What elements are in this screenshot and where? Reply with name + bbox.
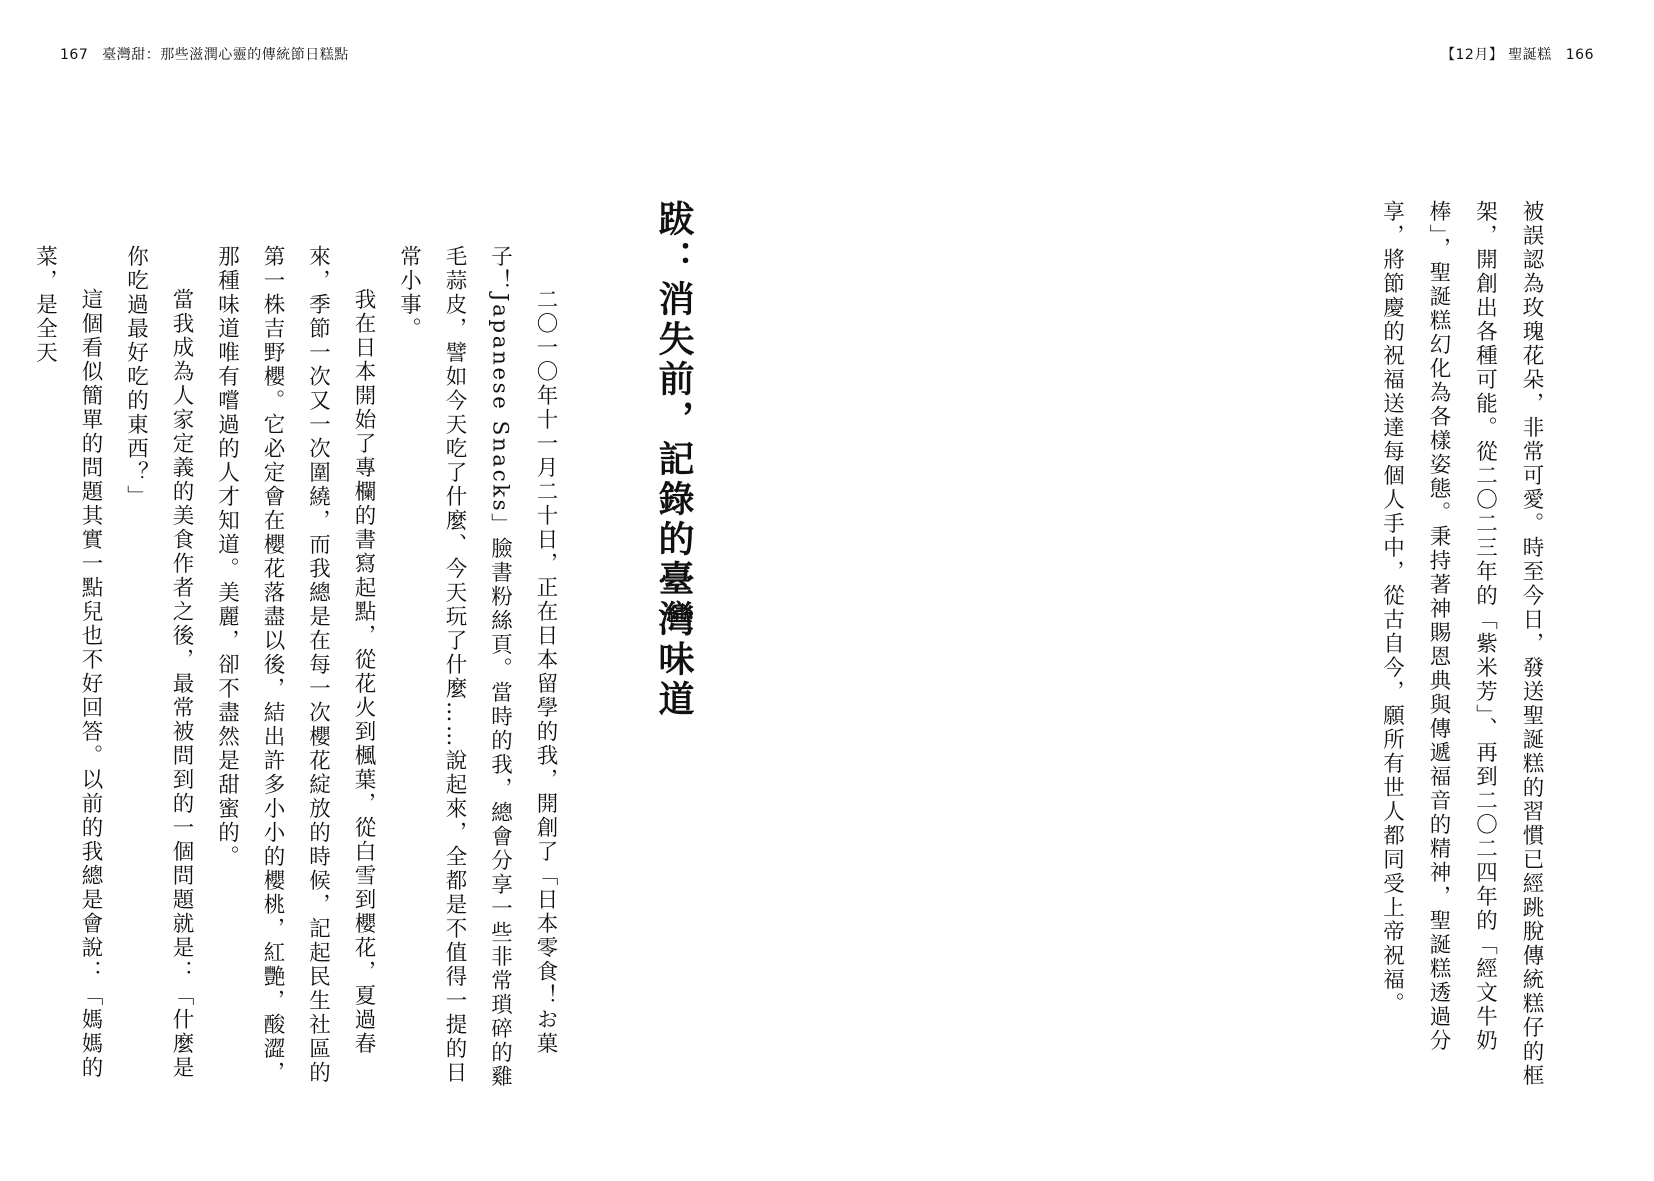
essay-paragraph-3: 當我成為人家定義的美食作者之後，最常被問到的一個問題就是：「什麼是你吃過最好吃的東西？」: [123, 245, 194, 1080]
right-page-paragraph: 被誤認為玫瑰花朵，非常可愛。時至今日，發送聖誕糕的習慣已經跳脫傳統糕仔的框架，開創出各種可能。從二〇二三年的「紫米芳」、再到二〇二四年的「經文牛奶棒」，聖誕糕幻化為各樣姿態。秉持著神賜恩典與傳遞福音的精神，聖誕糕透過分享，將節慶的祝福送達每個人手中，從古自今，願所有世人都同受上帝祝福。: [1379, 200, 1544, 1088]
right-page-body: [1368, 200, 1554, 1090]
left-running-header: [60, 44, 349, 64]
essay-paragraph-2: 我在日本開始了專欄的書寫起點，從花火到楓葉，從白雪到櫻花，夏過春來，季節一次又一次圍繞，而我總是在每一次櫻花綻放的時候，記起民生社區的第一株吉野櫻。它必定會在櫻花落盡以後，結出許多小小的櫻桃，紅艷，酸澀，那種味道唯有嚐過的人才知道。美麗，卻不盡然是甜蜜的。: [214, 245, 376, 1085]
left-page-body: [32, 245, 568, 1090]
essay-paragraph-4: 這個看似簡單的問題其實一點兒也不好回答。以前的我總是會說：「媽媽的菜，是全天: [32, 245, 103, 1080]
left-page-number: 167: [60, 47, 89, 63]
essay-title: 跋：消失前，記錄的臺灣味道: [653, 200, 694, 720]
right-page-number: 166: [1565, 47, 1594, 63]
chapter-title: 【12月】 聖誕糕: [1441, 47, 1552, 63]
right-running-header: [1441, 44, 1594, 64]
essay-paragraph-1: 二〇一〇年十一月二十日，正在日本留學的我，開創了「日本零食！お菓子！Japanese Snacks」臉書粉絲頁。當時的我，總會分享一些非常瑣碎的雞毛蒜皮，譬如今天吃了什麼、今天玩了什麼……說起來，全都是不值得一提的日常小事。: [396, 245, 558, 1090]
book-title: 臺灣甜：那些滋潤心靈的傳統節日糕點: [102, 47, 349, 63]
